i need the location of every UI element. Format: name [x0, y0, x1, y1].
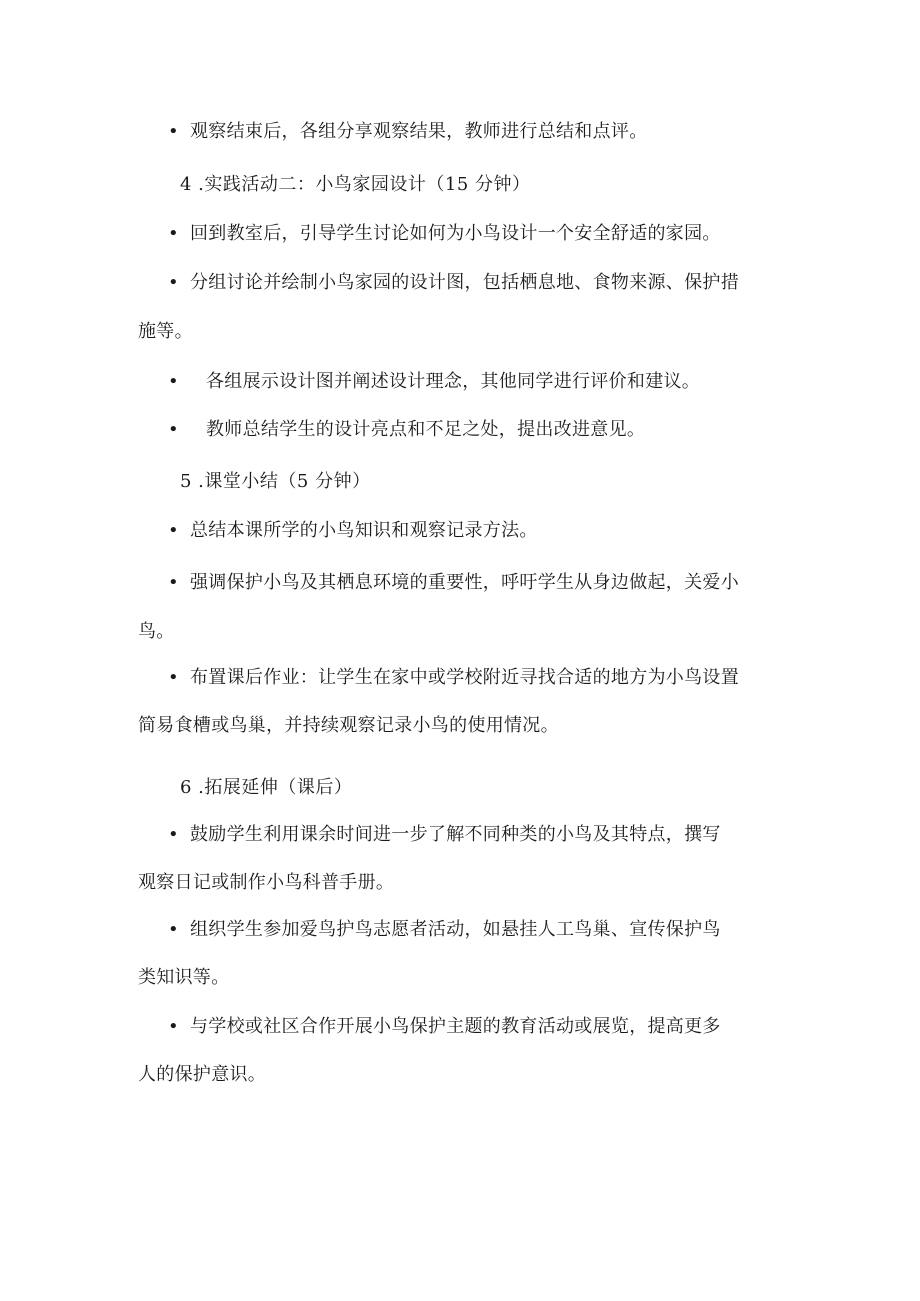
bullet-item — [168, 571, 739, 595]
bullet-text: 各组展示设计图并阐述设计理念，其他同学进行评价和建议。 — [206, 371, 701, 392]
bullet-text-continuation: 鸟。 — [138, 621, 175, 642]
bullet-text: 回到教室后，引导学生讨论如何为小鸟设计一个安全舒适的家园。 — [190, 223, 721, 244]
bullet-item — [168, 120, 648, 144]
bullet-item — [168, 418, 645, 442]
bullet-text-continuation: 简易食槽或鸟巢，并持续观察记录小鸟的使用情况。 — [138, 715, 559, 736]
bullet-item — [168, 519, 538, 543]
bullet-text: 总结本课所学的小鸟知识和观察记录方法。 — [190, 520, 538, 541]
bullet-item — [168, 271, 739, 295]
bullet-text-continuation: 观察日记或制作小鸟科普手册。 — [138, 872, 395, 893]
bullet-text: 教师总结学生的设计亮点和不足之处，提出改进意见。 — [206, 419, 646, 440]
section-heading: 5 .课堂小结（5 分钟） — [180, 471, 371, 492]
bullet-item — [168, 666, 739, 690]
bullet-marker: • — [168, 824, 179, 845]
bullet-text: 强调保护小鸟及其栖息环境的重要性，呼吁学生从身边做起，关爱小 — [190, 572, 739, 593]
bullet-marker: • — [168, 520, 179, 541]
bullet-marker: • — [168, 667, 179, 688]
bullet-text: 观察结束后，各组分享观察结果，教师进行总结和点评。 — [190, 121, 648, 142]
bullet-marker: • — [168, 371, 179, 392]
bullet-marker: • — [168, 919, 179, 940]
bullet-text: 分组讨论并绘制小鸟家园的设计图，包括栖息地、食物来源、保护措 — [190, 272, 739, 293]
section-heading: 6 .拓展延伸（课后） — [180, 777, 353, 798]
bullet-item — [168, 222, 721, 246]
bullet-text-continuation: 人的保护意识。 — [138, 1064, 267, 1085]
bullet-item — [168, 1015, 721, 1039]
bullet-item — [168, 823, 721, 847]
bullet-marker: • — [168, 121, 179, 142]
bullet-marker: • — [168, 272, 179, 293]
bullet-marker: • — [168, 223, 179, 244]
bullet-text-continuation: 类知识等。 — [138, 967, 230, 988]
bullet-item — [168, 918, 721, 942]
bullet-text: 与学校或社区合作开展小鸟保护主题的教育活动或展览，提高更多 — [190, 1016, 721, 1037]
bullet-item — [168, 370, 700, 394]
bullet-marker: • — [168, 572, 179, 593]
bullet-text: 组织学生参加爱鸟护鸟志愿者活动，如悬挂人工鸟巢、宣传保护鸟 — [190, 919, 721, 940]
bullet-text: 鼓励学生利用课余时间进一步了解不同种类的小鸟及其特点，撰写 — [190, 824, 721, 845]
bullet-text-continuation: 施等。 — [138, 321, 193, 342]
bullet-marker: • — [168, 419, 179, 440]
section-heading: 4 .实践活动二：小鸟家园设计（15 分钟） — [180, 174, 531, 195]
bullet-text: 布置课后作业：让学生在家中或学校附近寻找合适的地方为小鸟设置 — [190, 667, 739, 688]
bullet-marker: • — [168, 1016, 179, 1037]
